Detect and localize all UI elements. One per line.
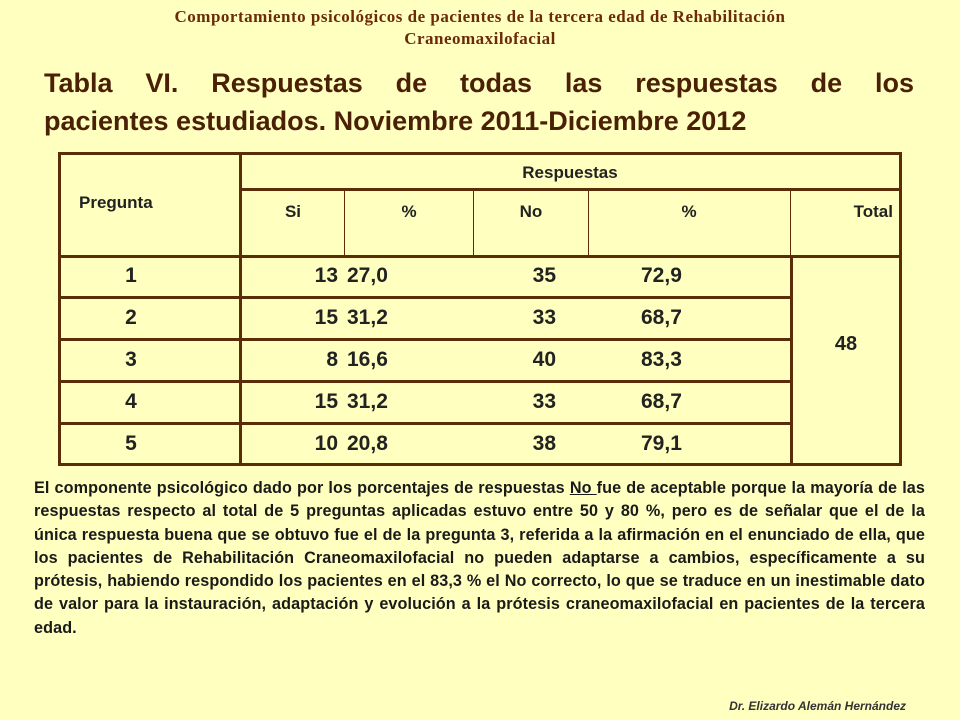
- slide-header: [0, 6, 960, 50]
- paragraph-text-end: fue de aceptable porque la mayoría de las respuestas respecto al total de 5 preguntas aplicadas estuvo entre 50 y 80 %, pero es de señalar que el de la única respuesta buena que se obtuvo fue el de la pregunta 3, referida a la afirmación en el enunciado de ella, que los pacientes de Rehabilitación Craneomaxilofacial no pueden adaptarse a cambios, específicamente a su prótesis, habiendo respondido los pacientes en el 83,3 % el No correcto, lo que se traduce en un inestimable dato de valor para la instauración, adaptación y evolución a la prótesis craneomaxilofacial en pacientes de la tercera edad.: [34, 479, 926, 637]
- row-divider: [61, 338, 793, 341]
- cell-question: 2: [125, 306, 137, 329]
- row-divider: [61, 380, 793, 383]
- paragraph-text-start: El componente psicológico dado por los porcentajes de respuestas: [34, 479, 570, 497]
- header-column-divider: [344, 191, 345, 255]
- row-divider: [61, 296, 793, 299]
- group-header-divider: [241, 188, 899, 191]
- header-bottom-rule: [61, 255, 899, 258]
- cell-question: 4: [125, 390, 137, 413]
- header-respuestas: Respuestas: [522, 163, 618, 182]
- cell-no-percent: 68,7: [641, 306, 682, 329]
- cell-question: 1: [125, 264, 137, 287]
- row-divider: [61, 422, 793, 425]
- header-line-2: Craneomaxilofacial: [404, 29, 556, 48]
- header-column-divider: [588, 191, 589, 255]
- paragraph-underlined-no: No: [569, 479, 597, 497]
- header-si: Si: [284, 202, 302, 221]
- cell-no-percent: 72,9: [641, 264, 682, 287]
- cell-si-count: 13: [314, 264, 338, 287]
- cell-si-count: 15: [314, 306, 338, 329]
- cell-no-percent: 79,1: [641, 432, 682, 455]
- title-line-2: pacientes estudiados. Noviembre 2011-Diciembre 2012: [44, 106, 747, 136]
- total-column-divider: [790, 255, 793, 463]
- cell-si-percent: 20,8: [347, 432, 388, 455]
- header-column-divider: [473, 191, 474, 255]
- cell-si-percent: 27,0: [347, 264, 388, 287]
- header-line-1: Comportamiento psicológicos de pacientes de la tercera edad de Rehabilitación: [174, 7, 786, 26]
- cell-no-percent: 68,7: [641, 390, 682, 413]
- cell-si-count: 8: [326, 348, 338, 371]
- author-credit: Dr. Elizardo Alemán Hernández: [729, 699, 906, 713]
- cell-question: 5: [125, 432, 137, 455]
- header-total: Total: [853, 202, 893, 221]
- cell-question: 3: [125, 348, 137, 371]
- cell-no-count: 33: [532, 306, 556, 329]
- cell-no-count: 35: [532, 264, 556, 287]
- cell-si-percent: 31,2: [347, 390, 388, 413]
- header-no: No: [519, 202, 543, 221]
- cell-no-count: 38: [532, 432, 556, 455]
- cell-si-percent: 16,6: [347, 348, 388, 371]
- table-title: [44, 64, 914, 140]
- header-column-divider: [790, 191, 791, 255]
- cell-si-count: 15: [314, 390, 338, 413]
- title-line-1: Tabla VI. Respuestas de todas las respuestas de los: [44, 68, 914, 98]
- cell-no-percent: 83,3: [641, 348, 682, 371]
- header-si-percent: %: [401, 202, 417, 221]
- responses-table: [58, 152, 902, 466]
- cell-no-count: 33: [532, 390, 556, 413]
- cell-si-percent: 31,2: [347, 306, 388, 329]
- header-no-percent: %: [681, 202, 697, 221]
- conclusion-paragraph: [34, 477, 925, 640]
- header-pregunta: Pregunta: [79, 193, 153, 212]
- cell-si-count: 10: [314, 432, 338, 455]
- cell-no-count: 40: [532, 348, 556, 371]
- cell-total: 48: [834, 333, 858, 355]
